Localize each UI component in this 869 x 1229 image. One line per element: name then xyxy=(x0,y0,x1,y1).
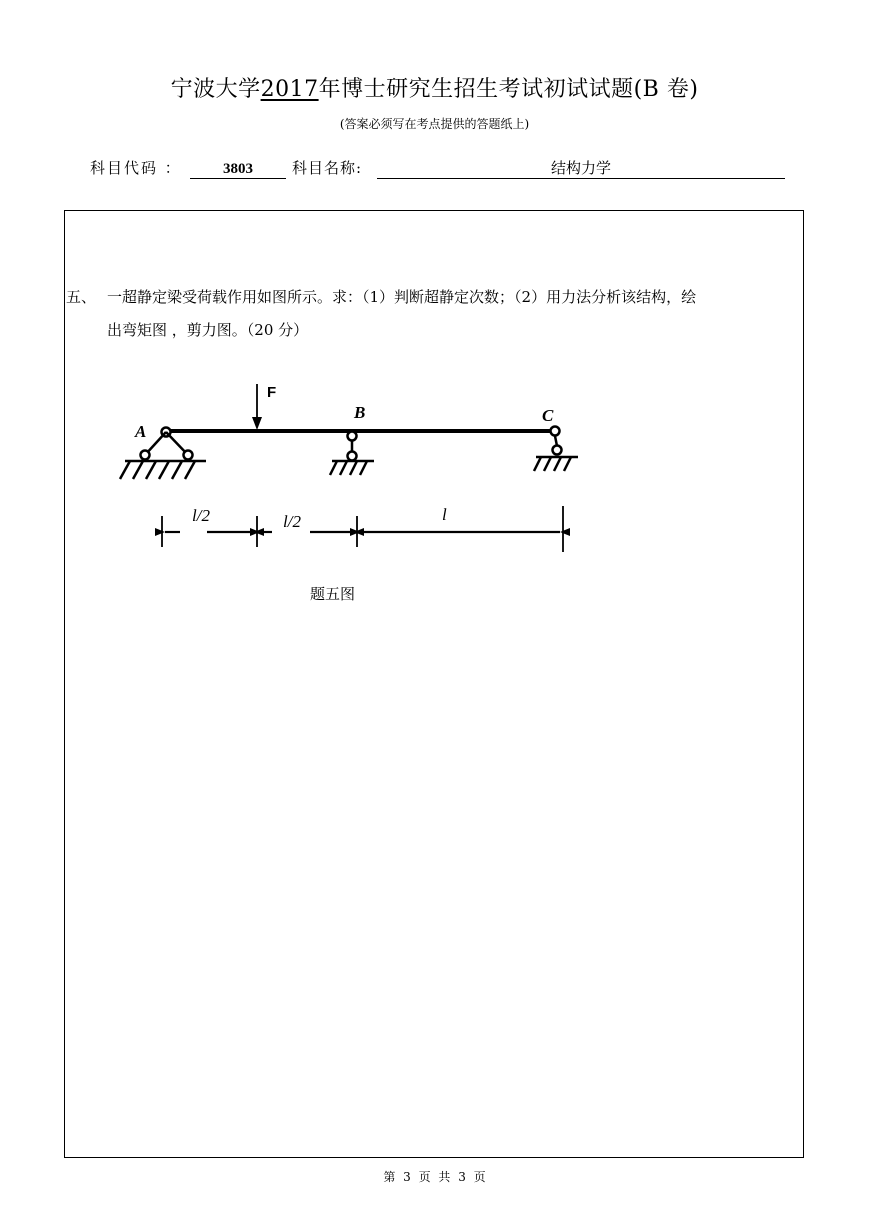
figure-caption: 题五图 xyxy=(310,585,356,603)
load-arrowhead xyxy=(252,417,262,430)
question-text-line2: 出弯矩图 ，剪力图。（20 分） xyxy=(107,321,309,339)
subject-code-label: 科目代码 ： xyxy=(90,159,182,177)
title-rest: 年博士研究生招生考试初试试题(B 卷) xyxy=(318,77,699,102)
title-university: 宁波大学 xyxy=(170,77,261,102)
label-b: B xyxy=(354,403,366,422)
title-year: 2017 xyxy=(260,77,319,102)
support-a xyxy=(120,428,206,480)
page-footer: 第 3 页 共 3 页 xyxy=(383,1170,486,1184)
label-a: A xyxy=(135,422,147,441)
dim-label-1: l/2 xyxy=(192,506,210,525)
subject-code-value: 3803 xyxy=(190,161,286,179)
support-b xyxy=(330,432,374,476)
support-c xyxy=(534,427,578,472)
dimension-lines xyxy=(162,506,563,552)
subject-name-value: 结构力学 xyxy=(377,157,785,179)
exam-subtitle: (答案必须写在考点提供的答题纸上) xyxy=(339,117,530,131)
dim-label-2: l/2 xyxy=(283,512,301,531)
load-label: F xyxy=(267,384,277,401)
subject-name-label: 科目名称: xyxy=(292,159,363,177)
question-text-line1: 一超静定梁受荷载作用如图所示。求：（1）判断超静定次数；（2）用力法分析该结构，绘 xyxy=(107,288,697,306)
question-number: 五、 xyxy=(66,288,97,306)
dim-label-3: l xyxy=(442,505,447,524)
label-c: C xyxy=(542,406,554,425)
